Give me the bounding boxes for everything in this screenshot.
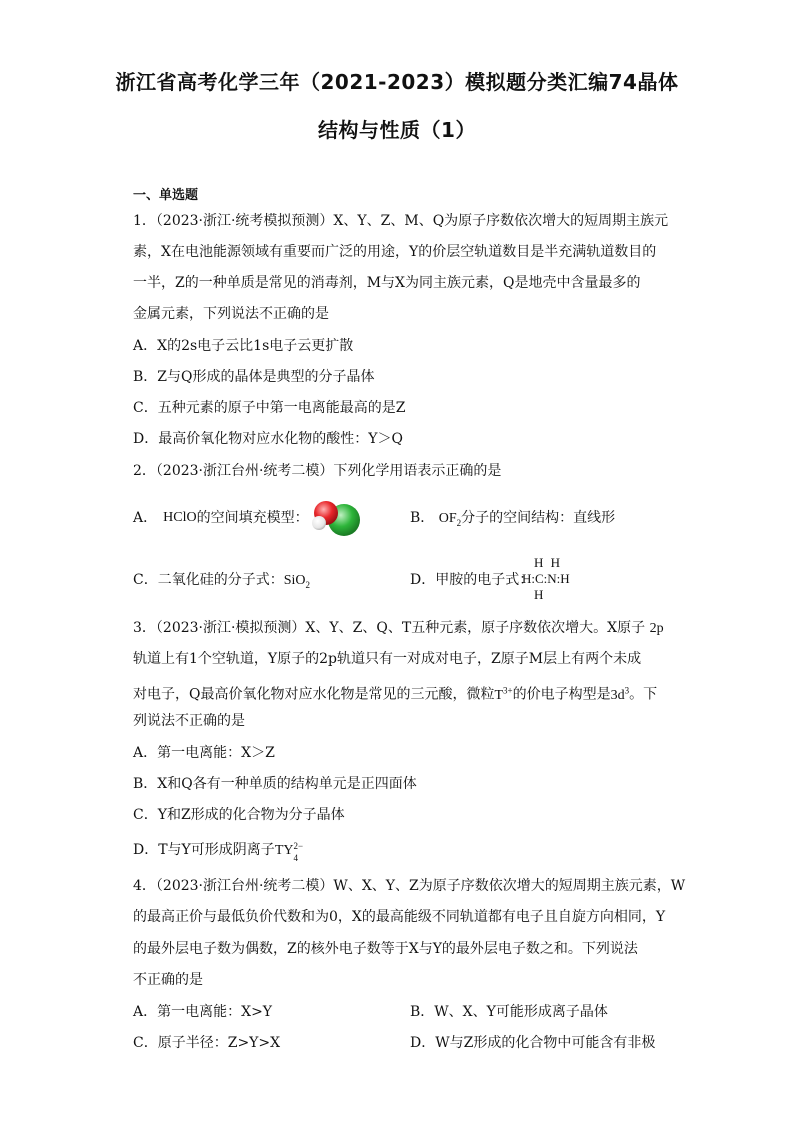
q1-option-c: C．五种元素的原子中第一电离能最高的是Z: [133, 400, 406, 416]
hydrogen-atom: [312, 516, 326, 530]
q2-option-d-text: D．甲胺的电子式：: [410, 572, 534, 588]
q3-stem-line1: 3．（2023·浙江·模拟预测）X、Y、Z、Q、T五种元素，原子序数依次增大。X原子 2p: [133, 620, 664, 636]
q2-option-d: [410, 570, 533, 590]
q1-option-d: D．最高价氧化物对应水化物的酸性：Y＞Q: [133, 431, 403, 447]
methylamine-electron-formula: H H H:C:N:H H: [522, 555, 570, 602]
q3-stem-line4: 列说法不正确的是: [133, 713, 245, 729]
q1-stem-line1: 1．（2023·浙江·统考模拟预测）X、Y、Z、M、Q为原子序数依次增大的短周期主族元: [133, 213, 669, 229]
q1-stem-line4: 金属元素，下列说法不正确的是: [133, 306, 329, 322]
q2-stem: 2．（2023·浙江台州·统考二模）下列化学用语表示正确的是: [133, 463, 502, 479]
doc-title-line2: 结构与性质（1）: [318, 118, 476, 142]
doc-title-line1: 浙江省高考化学三年（2021-2023）模拟题分类汇编74晶体: [115, 70, 679, 94]
q3-option-a: A．第一电离能：X＞Z: [133, 745, 275, 761]
q2-option-c: [133, 570, 310, 595]
q1-stem-line3: 一半，Z的一种单质是常见的消毒剂，M与X为同主族元素，Q是地壳中含量最多的: [133, 275, 641, 291]
hclo-space-filling-model: [309, 498, 365, 538]
q1-stem-line2: 素，X在电池能源领域有重要而广泛的用途，Y的价层空轨道数目是半充满轨道数目的: [133, 244, 657, 260]
q2-option-b: [410, 508, 615, 533]
q4-option-c: C．原子半径：Z>Y>X: [133, 1035, 281, 1051]
q2-option-b-text: 分子的空间结构：直线形: [461, 510, 616, 526]
q3-option-c: C．Y和Z形成的化合物为分子晶体: [133, 807, 345, 823]
section-heading: 一、单选题: [133, 188, 199, 203]
q4-option-d: D．W与Z形成的化合物中可能含有非极: [410, 1035, 656, 1051]
q2-option-a: [133, 496, 365, 540]
q3-stem-line2: 轨道上有1个空轨道，Y原子的2p轨道只有一对成对电子，Z原子M层上有两个未成: [133, 651, 642, 667]
q4-stem-line3: 的最外层电子数为偶数，Z的核外电子数等于X与Y的最外层电子数之和。下列说法: [133, 941, 638, 957]
q2-option-b-prefix: B．: [410, 510, 435, 526]
q4-stem-line4: 不正确的是: [133, 972, 203, 988]
q2-option-a-prefix: A．: [133, 510, 158, 526]
q2-option-b-formula: $OF_2$: [438, 511, 462, 528]
q3-option-d: D．T与Y可形成阴离子TY 2− 4: [133, 840, 304, 863]
q1-option-a: A．X的2s电子云比1s电子云更扩散: [133, 338, 354, 354]
q4-stem-line1: 4．（2023·浙江台州·统考二模）W、X、Y、Z为原子序数依次增大的短周期主族元素，W: [133, 878, 686, 894]
q4-stem-line2: 的最高正价与最低负价代数和为0，X的最高能级不同轨道都有电子且自旋方向相同，Y: [133, 909, 666, 925]
q3-stem-line3: 对电子，Q最高价氧化物对应水化物是常见的三元酸，微粒$T^{3+}$的价电子构型是$3d^3$。下: [133, 685, 658, 703]
q2-option-a-formula: HClO: [163, 510, 197, 525]
q2-option-a-text: 的空间填充模型：: [196, 510, 309, 526]
q4-option-b: B．W、X、Y可能形成离子晶体: [410, 1004, 608, 1020]
q2-option-c-text: C．二氧化硅的分子式：: [133, 572, 284, 588]
q3-option-b: B．X和Q各有一种单质的结构单元是正四面体: [133, 776, 417, 792]
q2-option-c-formula: SiO$_2$: [283, 573, 311, 590]
q1-option-b: B．Z与Q形成的晶体是典型的分子晶体: [133, 369, 375, 385]
q4-option-a: A．第一电离能：X>Y: [133, 1004, 273, 1020]
